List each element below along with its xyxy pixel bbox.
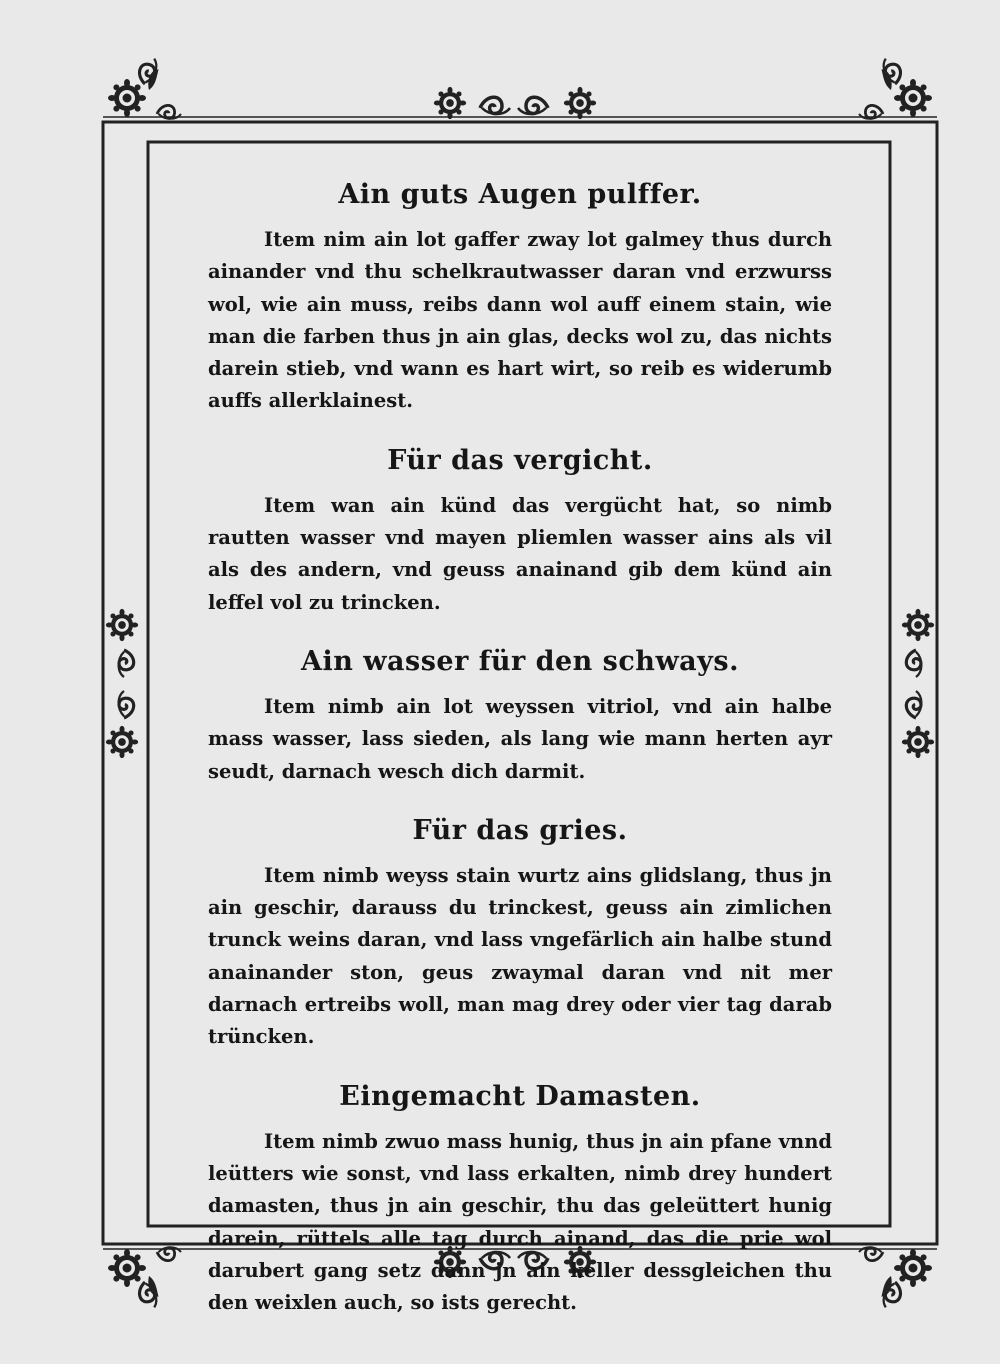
recipe-title: Für das vergicht.	[387, 444, 653, 476]
recipe-text: Item nim ain lot gaffer zway lot galmey thus durch ainander vnd thu schelkrautwasser daran vnd erzwurss wol, wie ain muss, reibs dann wol auff einem stain, wie man die farben thus jn ain glas, decks wol zu, das nichts darein stieb, vnd wann es hart wirt, so reib es widerumb auffs allerklainest.	[208, 228, 832, 413]
acanthus-scroll-icon	[480, 97, 510, 114]
recipe-title: Eingemacht Damasten.	[339, 1080, 701, 1112]
corner-flower-icon	[108, 55, 181, 118]
side-flower-icon	[106, 726, 138, 758]
side-flower-icon	[106, 609, 138, 641]
recipe-title: Ain wasser für den schways.	[301, 645, 739, 677]
rosette-icon	[564, 87, 596, 119]
recipe-text: Item nimb zwuo mass hunig, thus jn ain pfane vnnd leütters wie sonst, vnd lass erkalten, nimb drey hundert damasten, thus jn ain geschir, thu das geleüttert hunig darein, rüttels alle tag durch ainand, das die prie wol darubert gang setz dann jn ain keller dessgleichen thu den weixlen auch, so ists gerecht.	[208, 1129, 832, 1315]
recipe-text: Item wan ain künd das vergücht hat, so nimb rautten wasser vnd mayen pliemlen wasser ains als vil als des andern, vnd geuss anainand gib dem künd ain leffel vol zu trincken.	[208, 493, 832, 614]
acanthus-scroll-icon	[119, 691, 134, 718]
recipe-vergicht	[208, 444, 832, 619]
recipe-title: Für das gries.	[412, 814, 628, 846]
recipe-gries	[208, 814, 832, 1054]
recipe-text: Item nimb weyss stain wurtz ains glidslang, thus jn ain geschir, darauss du trinckest, geuss ain zimlichen trunck weins daran, vnd lass vngefärlich ain halbe stund anainander ston, geus zwaymal daran vnd nit mer darnach ertreibs woll, man mag drey oder vier tag darab trüncken.	[208, 863, 832, 1049]
acanthus-scroll-icon	[119, 650, 134, 677]
acanthus-scroll-icon	[906, 691, 921, 718]
side-flower-icon	[902, 609, 934, 641]
recipe-augen-pulffer	[208, 178, 832, 418]
corner-flower-icon	[859, 1247, 932, 1310]
recipe-title: Ain guts Augen pulffer.	[338, 179, 702, 210]
recipe-text: Item nimb ain lot weyssen vitriol, vnd ain halbe mass wasser, lass sieden, als lang wie mann herten ayr seudt, darnach wesch dich darmit.	[208, 694, 832, 783]
recipe-schways	[208, 645, 832, 788]
recipe-damasten	[208, 1080, 832, 1320]
acanthus-scroll-icon	[906, 650, 921, 677]
recipe-page-content	[208, 178, 832, 1345]
corner-flower-icon	[859, 55, 932, 118]
corner-flower-icon	[108, 1247, 181, 1310]
rosette-icon	[434, 87, 466, 119]
side-flower-icon	[902, 726, 934, 758]
acanthus-scroll-icon	[518, 97, 548, 114]
